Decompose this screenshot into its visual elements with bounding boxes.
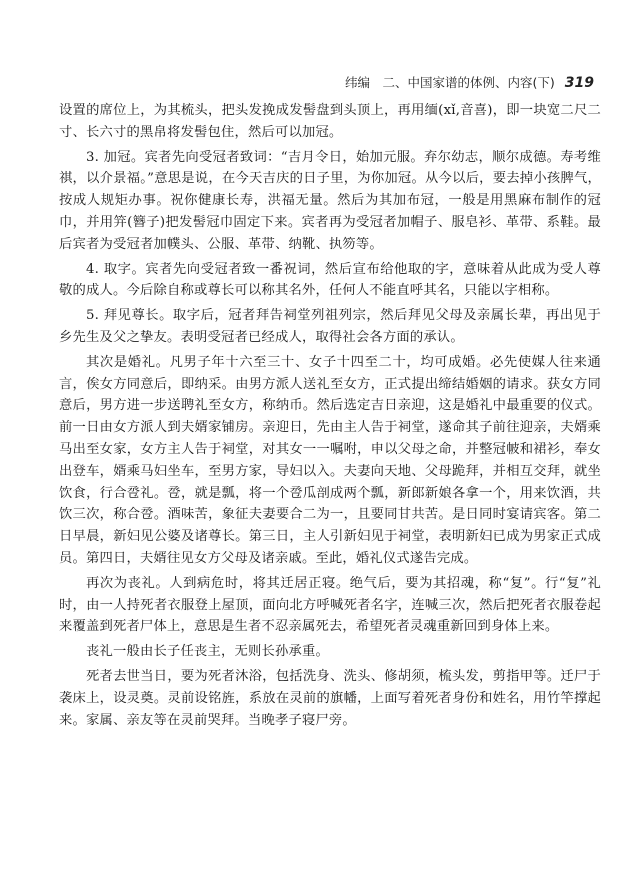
page-number: 319: [564, 75, 594, 91]
paragraph-sang-li: 再次为丧礼。人到病危时，将其迁居正寝。绝气后，要为其招魂，称“复”。行“复”礼时，由一人持死者衣服登上屋顶，面向北方呼喊死者名字，连喊三次，然后把死者衣服卷起来覆盖到死者尸体上，意思是生者不忍亲属死去，希望死者灵魂重新回到身体上来。: [59, 575, 601, 635]
running-title: 纬编 二、中国家谱的体例、内容(下): [345, 75, 555, 90]
paragraph-continuation: 设置的席位上，为其梳头，把头发挽成发髻盘到头顶上，再用缅(xǐ,音喜)，即一块宽二尺二寸、长六寸的黑帛将发髻包住，然后可以加冠。: [59, 103, 601, 140]
paragraph-sang-zhu: 丧礼一般由长子任丧主，无则长孙承重。: [86, 644, 329, 660]
page-body: [59, 100, 601, 734]
paragraph-jia-guan: 3. 加冠。宾者先向受冠者致词：“吉月令日，始加元服。弃尔幼志，顺尔成德。寿考维祺，以介景福。”意思是说，在今天吉庆的日子里，为你加冠。从今以后，要去掉小孩脾气，按成人规矩办事。祝你健康长寿，洪福无量。然后为其加布冠，一般是用黑麻布制作的冠巾，并用笄(簪子)把发髻冠巾固定下来。宾者再为受冠者加帽子、服皂衫、革带、系鞋。最后宾者为受冠者加幞头、公服、革带、纳靴、执笏等。: [59, 149, 601, 252]
paragraph-mu-yu: 死者去世当日，要为死者沐浴，包括洗身、洗头、修胡须，梳头发，剪指甲等。迁尸于袭床上，设灵奠。灵前设铭旌，系放在灵前的旗幡，上面写着死者身份和姓名，用竹竿撑起来。家属、亲友等在灵前哭拜。当晚孝子寝尸旁。: [59, 668, 601, 728]
paragraph-qu-zi: 4. 取字。宾者先向受冠者致一番祝词，然后宣布给他取的字，意味着从此成为受人尊敬的成人。今后除自称或尊长可以称其名外，任何人不能直呼其名，只能以字相称。: [59, 261, 601, 299]
running-header: [60, 73, 594, 93]
paragraph-bai-jian: 5. 拜见尊长。取字后，冠者拜告祠堂列祖列宗，然后拜见父母及亲属长辈，再出见于乡先生及父之挚友。表明受冠者已经成人，取得社会各方面的承认。: [59, 308, 601, 345]
paragraph-hun-li: 其次是婚礼。凡男子年十六至三十、女子十四至二十，均可成婚。必先使媒人往来通言，俟女方同意后，即纳采。由男方派人送礼至女方，正式提出缔结婚姻的请求。获女方同意后，男方进一步送聘礼至女方，称纳币。然后选定吉日亲迎，这是婚礼中最重要的仪式。前一日由女方派人到夫婿家铺房。亲迎日，先由主人告于祠堂，遂命其子前往迎亲，夫婿乘马出至女家，女方主人告于祠堂，对其女一一嘱咐，申以父母之命，并整冠帔和裙衫，奉女出登车，婿乘马妇坐车，至男方家，导妇以入。夫妻向天地、父母跪拜，并相互交拜，就坐饮食，行合卺礼。卺，就是瓢，将一个卺瓜剖成两个瓢，新郎新娘各拿一个，用来饮酒，共饮三次，称合卺。酒味苦，象征夫妻要合二为一，且要同甘共苦。是日同时宴请宾客。第二日早晨，新妇见公婆及诸尊长。第三日，主人引新妇见于祠堂，表明新妇已成为男家正式成员。第四日，夫婿往见女方父母及诸亲戚。至此，婚礼仪式遂告完成。: [59, 354, 601, 566]
